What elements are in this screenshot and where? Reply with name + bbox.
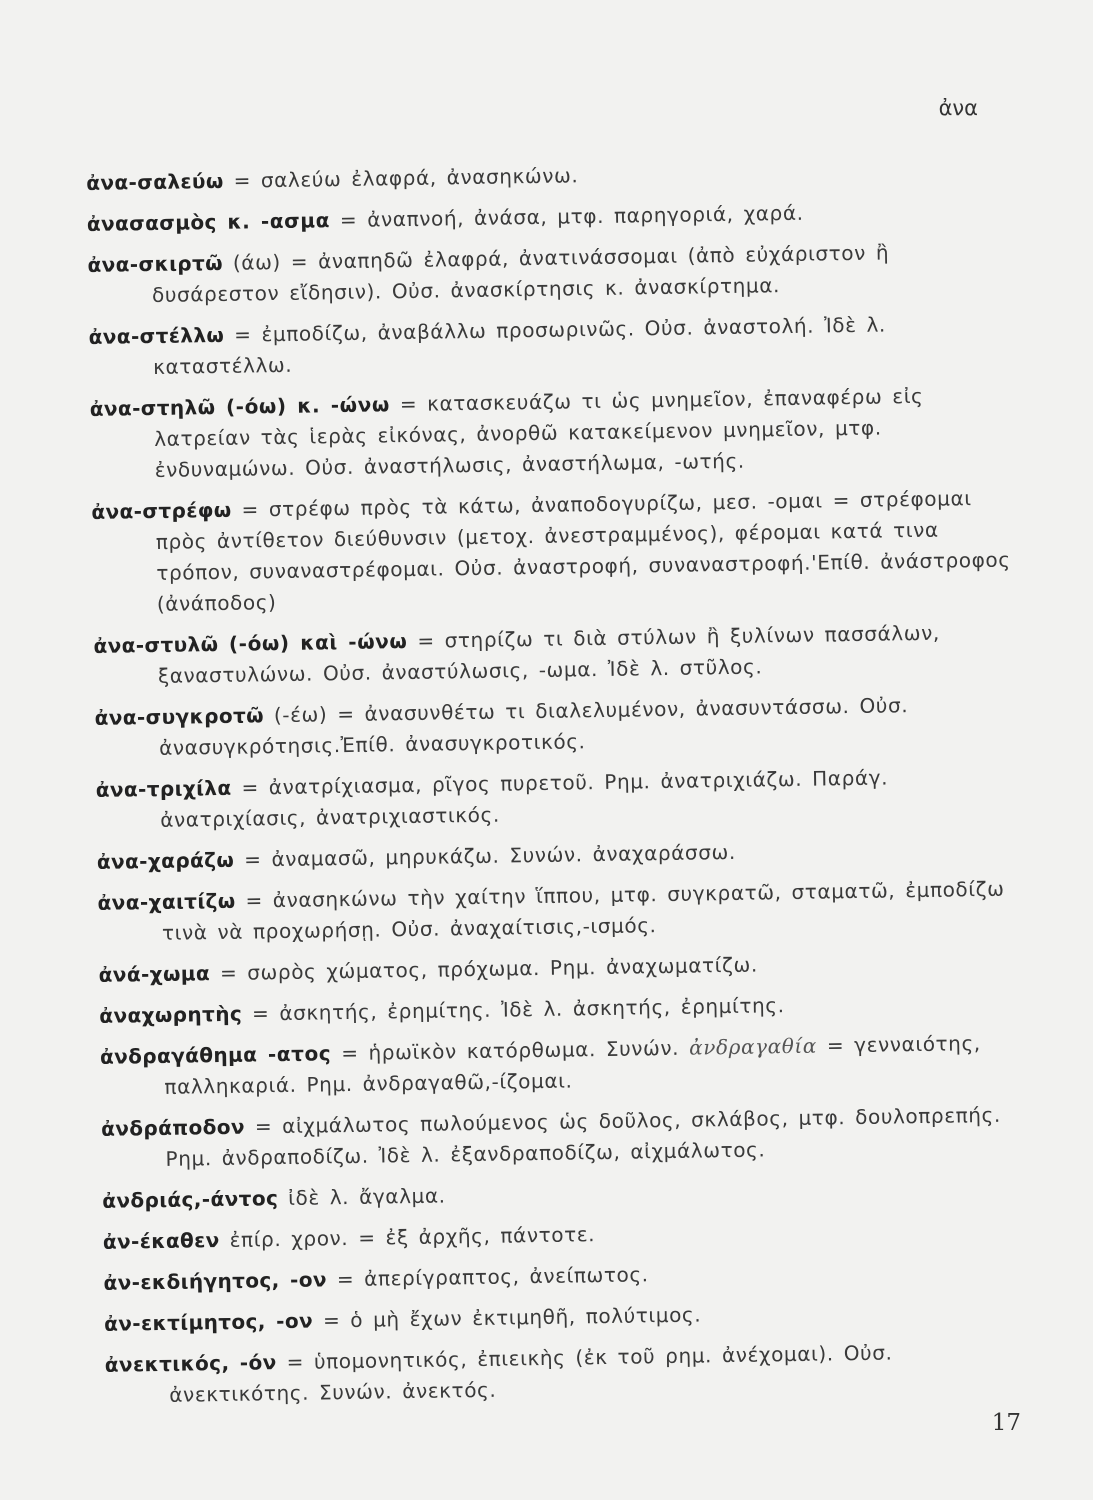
entry-definition: = στρέφω πρὸς τὰ κάτω, ἀναποδογυρίζω, μεσ. -ομαι = στρέφομαι πρὸς ἀντίθετον διεύθυνσιν (μετοχ. ἀνεστραμμένος), φέρομαι κατά τινα τρόπον, συναναστρέφομαι. Οὐσ. ἀναστροφή, συναναστροφή.'Επίθ. ἀνάστροφος (ἀνάποδος)	[155, 486, 1011, 616]
entry-headword: ἀνα-σαλεύω	[86, 168, 224, 195]
entry-headword: ἀν-έκαθεν	[102, 1228, 220, 1254]
entry-italic-term: ἀνδραγαθία	[688, 1033, 818, 1060]
entry-variant: κ. -ασμα	[216, 208, 331, 234]
entry-definition: (-έω) = ἀνασυνθέτω τι διαλελυμένον, ἀνασυντάσσω. Οὐσ. ἀνασυγκρότησις.Ἐπίθ. ἀνασυγκροτικός.	[158, 693, 909, 760]
dictionary-entry	[101, 1099, 1032, 1176]
dictionary-entry	[105, 1335, 1036, 1412]
dictionary-entry	[94, 688, 1025, 765]
entry-variant: (-όω) κ. -ώνω	[215, 392, 391, 419]
entry-headword: ἀνα-σκιρτῶ	[87, 250, 224, 277]
running-head: ἀνα	[938, 96, 978, 120]
entry-headword: ἀναχωρητὴς	[99, 1001, 243, 1028]
entry-definition: = ἡρωϊκὸν κατόρθωμα. Συνών.	[331, 1035, 690, 1066]
entry-headword: ἀνα-χαράζω	[96, 847, 235, 874]
entry-headword: ἀνα-τριχίλα	[95, 775, 232, 802]
entry-definition: = κατασκευάζω τι ὡς μνημεῖον, ἐπαναφέρω εἰς λατρείαν τὰς ἱερὰς εἰκόνας, ἀνορθῶ κατακείμενον μνημεῖον, μτφ. ἐνδυναμώνω. Οὐσ. ἀναστήλωσις, ἀναστήλωμα, -ωτής.	[154, 383, 924, 482]
dictionary-entry	[102, 1171, 1032, 1217]
entry-headword: ἀνδράποδον	[100, 1114, 246, 1141]
dictionary-entry	[99, 986, 1029, 1032]
entry-headword: ἀνά-χωμα	[98, 961, 211, 987]
entry-headword: ἀνεκτικός, -όν	[104, 1350, 277, 1377]
entry-headword: ἀν-εκτίμητος, -ον	[103, 1308, 314, 1336]
entry-definition: = σαλεύω ἐλαφρά, ἀνασηκώνω.	[223, 163, 579, 193]
dictionary-entry	[86, 153, 1016, 199]
page-number: 17	[991, 1410, 1021, 1436]
entry-headword: ἀνα-χαιτίζω	[97, 888, 236, 915]
entry-definition: = ἀνατρίχιασμα, ρῖγος πυρετοῦ. Ρημ. ἀνατριχιάζω. Παράγ. ἀνατριχίασις, ἀνατριχιαστικός.	[160, 765, 889, 832]
dictionary-entry	[90, 379, 1021, 487]
entry-headword: ἀνδραγάθημα	[99, 1042, 258, 1069]
entry-headword: ἀνα-στυλῶ	[93, 631, 219, 658]
entry-headword: ἀν-εκδιήγητος, -ον	[103, 1267, 328, 1295]
dictionary-entry	[97, 873, 1028, 950]
entry-headword: ἀνασασμὸς	[86, 209, 217, 236]
dictionary-entry	[87, 235, 1018, 312]
dictionary-entry	[103, 1212, 1033, 1258]
entry-definition: = αἰχμάλωτος πωλούμενος ὡς δοῦλος, σκλάβος, μτφ. δουλοπρεπής. Ρημ. ἀνδραποδίζω. Ἰδὲ λ. ἐξανδραποδίζω, αἰχμάλωτος.	[165, 1102, 1002, 1171]
entry-definition-cont: = γενναιότης, παλληκαριά. Ρημ. ἀνδραγαθῶ,-ίζομαι.	[164, 1031, 981, 1099]
dictionary-entry	[96, 760, 1027, 837]
dictionary-entry	[91, 482, 1023, 621]
entry-definition: = ἀσκητής, ἐρημίτης. Ἰδὲ λ. ἀσκητής, ἐρημίτης.	[241, 993, 785, 1026]
entry-definition: = ἀνασηκώνω τὴν χαίτην ἵππου, μτφ. συγκρατῶ, σταματῶ, ἐμποδίζω τινὰ νὰ προχωρήσῃ. Οὐσ. ἀναχαίτισις,-ισμός.	[161, 876, 1005, 945]
dictionary-entry	[98, 945, 1028, 991]
entry-headword: ἀνα-στέλλω	[88, 322, 225, 349]
dictionary-entry	[104, 1294, 1034, 1340]
entry-definition: = ἀναπνοή, ἀνάσα, μτφ. παρηγοριά, χαρά.	[329, 200, 804, 233]
entry-variant: -ατος	[257, 1041, 332, 1067]
entry-definition: = ὁ μὴ ἔχων ἐκτιμηθῆ, πολύτιμος.	[312, 1302, 702, 1333]
entry-definition: ἰδὲ λ. ἄγαλμα.	[278, 1183, 446, 1211]
entry-headword: ἀνδριάς,-άντος	[102, 1186, 279, 1213]
entry-definition: = ἀπερίγραπτος, ἀνείπωτος.	[326, 1262, 649, 1292]
dictionary-entry	[103, 1253, 1033, 1299]
entry-definition: = σωρὸς χώματος, πρόχωμα. Ρημ. ἀναχωματίζω.	[209, 952, 759, 986]
entry-definition: = στηρίζω τι διὰ στύλων ἢ ξυλίνων πασσάλων, ξαναστυλώνω. Οὐσ. ἀναστύλωσις, -ωμα. Ἰδὲ λ. στῦλος.	[157, 620, 941, 688]
dictionary-entry	[88, 307, 1019, 384]
entry-list	[86, 153, 1036, 1421]
entry-definition: ἐπίρ. χρον. = ἐξ ἀρχῆς, πάντοτε.	[219, 1222, 596, 1253]
dictionary-entry	[100, 1027, 1031, 1104]
dictionary-entry	[97, 832, 1027, 878]
entry-definition: (άω) = ἀναπηδῶ ἐλαφρά, ἀνατινάσσομαι (ἀπὸ εὐχάριστον ἢ δυσάρεστον εἴδησιν). Οὐσ. ἀνασκίρτησις κ. ἀνασκίρτημα.	[151, 240, 890, 307]
dictionary-entry	[87, 194, 1017, 240]
entry-headword: ἀνα-στρέφω	[91, 497, 232, 524]
entry-headword: ἀνα-στηλῶ	[89, 394, 216, 421]
entry-definition: = ἀναμασῶ, μηρυκάζω. Συνών. ἀναχαράσσω.	[234, 839, 736, 872]
entry-headword: ἀνα-συγκροτῶ	[94, 703, 265, 730]
dictionary-entry	[93, 616, 1024, 693]
entry-definition: = ὑπομονητικός, ἐπιεικὴς (ἐκ τοῦ ρημ. ἀνέχομαι). Οὐσ. ἀνεκτικότης. Συνών. ἀνεκτός.	[169, 1340, 893, 1407]
entry-definition: = ἐμποδίζω, ἀναβάλλω προσωρινῶς. Οὐσ. ἀναστολή. Ἰδὲ λ. καταστέλλω.	[152, 312, 887, 379]
entry-variant: (-όω) καὶ -ώνω	[218, 629, 408, 656]
